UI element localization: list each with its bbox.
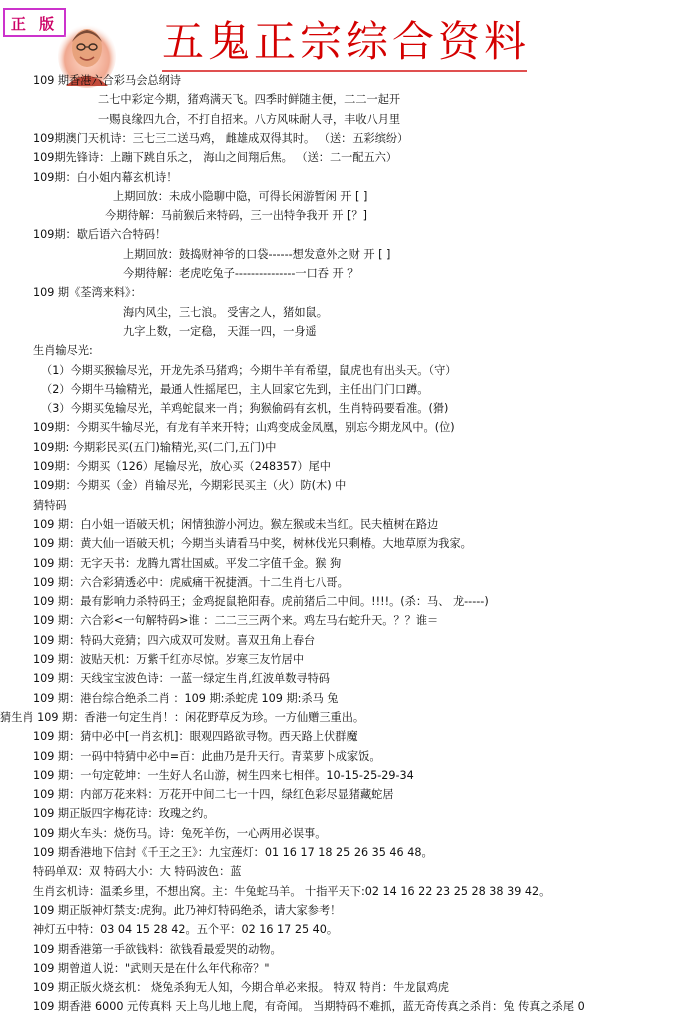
text-line: 109 期香港 6000 元传真料 天上鸟儿地上爬，有奇闻。 当期特码不难抓，蓝无奇传真之杀肖：兔 传真之杀尾 0: [33, 1000, 585, 1013]
text-line: 上期回放：未成小隐聊中隐，可得长闲游暂闲 开 [ ]: [113, 190, 368, 203]
text-line: 109 期：港台综合绝杀二肖 ：109 期:杀蛇虎 109 期:杀马 兔: [33, 692, 339, 705]
text-line: 109 期：白小姐一语破天机；闲情独游小河边。猴左猴或未当红。民夫植树在路边: [33, 518, 439, 531]
text-line: 今期待解：马前猴后来特码，三一出特争我开 开 [？]: [105, 209, 367, 222]
text-line: 109 期正版火烧玄机： 烧兔杀狗无人知，今期合单必来报。 特双 特肖：牛龙鼠鸡虎: [33, 981, 449, 994]
text-line: 109期：白小姐内幕玄机诗！: [33, 171, 178, 184]
text-line: 109 期香港第一手欲钱料：欲钱看最爱哭的动物。: [33, 943, 282, 956]
text-line: 109期：今期买（金）肖输尽光，今期彩民买主（火）防(木) 中: [33, 479, 347, 492]
text-line: 109 期：六合彩<一句解特码>谁 ：二二三三两个来。鸡左马右蛇升天。？？谁＝: [33, 614, 439, 627]
text-line: 109 期：特码大竞猜；四六成双可发财。喜双丑角上春台: [33, 634, 316, 647]
text-line: 九字上数，一定稳， 天涯一四，一身遥: [123, 325, 317, 338]
text-line: 生肖输尽光:: [33, 344, 93, 357]
text-line: 109 期：一码中特猜中必中=百：此曲乃是升天行。青菜萝卜成家饭。: [33, 750, 381, 763]
text-line: 神灯五中特：03 04 15 28 42。五个平：02 16 17 25 40。: [33, 923, 339, 936]
text-line: 猜生肖 109 期：香港一句定生肖！：闲花野草反为珍。一方仙赠三重出。: [0, 711, 365, 724]
text-line: 上期回放：鼓捣财神爷的口袋------想发意外之财 开 [ ]: [123, 248, 391, 261]
text-line: 109 期《荃湾来料》：: [33, 286, 142, 299]
text-line: 109期先锋诗：上蹦下跳自乐之， 海山之间翔后焦。 （送：二一配五六）: [33, 151, 398, 164]
text-line: 海内风尘，三七浪。 受害之人，猪如鼠。: [123, 306, 328, 319]
title-underline: [162, 70, 527, 72]
text-line: 109 期香港六合彩马会总纲诗: [33, 74, 181, 87]
text-line: 109 期曾道人说："武则天是在什么年代称帝？": [33, 962, 270, 975]
text-line: 109 期：猜中必中[一肖玄机]：眼观四路欲寻物。西天路上伏群魔: [33, 730, 358, 743]
text-line: 今期待解：老虎吃兔子---------------一口吞 开 ？: [123, 267, 359, 280]
text-line: 109 期：最有影响力杀特码王；金鸡捉鼠艳阳春。虎前猪后二中间。!!!!。(杀：马、 龙-----): [33, 595, 489, 608]
text-line: 109 期：天线宝宝波色诗：一蓝一绿定生肖,红波单数寻特码: [33, 672, 330, 685]
text-line: 109期：歇后语六合特码！: [33, 228, 167, 241]
text-line: 109 期：无字天书：龙腾九霄壮国威。平发二字值千金。猴 狗: [33, 557, 342, 570]
text-line: 特码单双：双 特码大小：大 特码波色：蓝: [33, 865, 242, 878]
page-title: 五鬼正宗综合资料: [162, 17, 531, 66]
text-line: 109 期：六合彩猜透必中：虎威痛干祝捷酒。十二生肖七八哥。: [33, 576, 349, 589]
text-line: 109期：今期买牛输尽光，有龙有羊来开特；山鸡变成金凤凰，别忘今期龙风中。(位): [33, 421, 455, 434]
edition-badge: 正 版: [3, 8, 66, 37]
text-line: （2）今期牛马输精光，最通人性摇尾巴，主人回家它先到，主任出门门口蹲。: [41, 383, 429, 396]
text-line: 109 期火车头：烧伤马。诗：兔死羊伤，一心两用必误事。: [33, 827, 327, 840]
text-line: 109期澳门天机诗：三七三二送马鸡， 雌雄成双得其时。 （送：五彩缤纷）: [33, 132, 409, 145]
text-line: 109 期：波贴天机：万紫千红亦尽惊。岁寒三友竹居中: [33, 653, 305, 666]
text-line: 109 期正版四字梅花诗：玫瑰之约。: [33, 807, 215, 820]
text-line: 109 期：一句定乾坤：一生好人名山游，树生四来七相伴。10-15-25-29-34: [33, 769, 414, 782]
text-line: 109 期：内部万花来料：万花开中间二七一十四，绿红色彩尽显猪藏蛇居: [33, 788, 394, 801]
text-line: 猜特码: [33, 499, 67, 512]
text-line: 二七中彩定今期，猪鸡满天飞。四季时鲜随主便，二二一起开: [98, 93, 401, 106]
text-line: 109 期正版神灯禁支:虎狗。此乃神灯特码绝杀，请大家参考！: [33, 904, 342, 917]
text-line: （3）今期买兔输尽光，羊鸡蛇鼠来一肖；狗猴偷码有玄机，生肖特码要看准。(猾): [41, 402, 449, 415]
text-line: 109期: 今期彩民买(五门)输精光,买(二门,五门)中: [33, 441, 277, 454]
text-line: 一赐良缘四九合，不打自招来。八方风味耐人寻，丰收八月里: [98, 113, 401, 126]
text-line: 生肖玄机诗：温柔乡里，不想出窝。主：牛兔蛇马羊。 十指平天下:02 14 16 22 23 25 28 38 39 42。: [33, 885, 551, 898]
text-line: 109 期香港地下信封《千王之王》：九宝莲灯：01 16 17 18 25 26 35 46 48。: [33, 846, 433, 859]
text-line: （1）今期买猴输尽光，开龙先杀马猪鸡；今期牛羊有希望，鼠虎也有出头天。（守）: [41, 364, 457, 377]
text-line: 109 期：黄大仙一语破天机；今期当头请看马中奖，树林伐光只剩椿。大地草原为我家。: [33, 537, 472, 550]
text-line: 109期：今期买（126）尾输尽光，放心买（248357）尾中: [33, 460, 331, 473]
